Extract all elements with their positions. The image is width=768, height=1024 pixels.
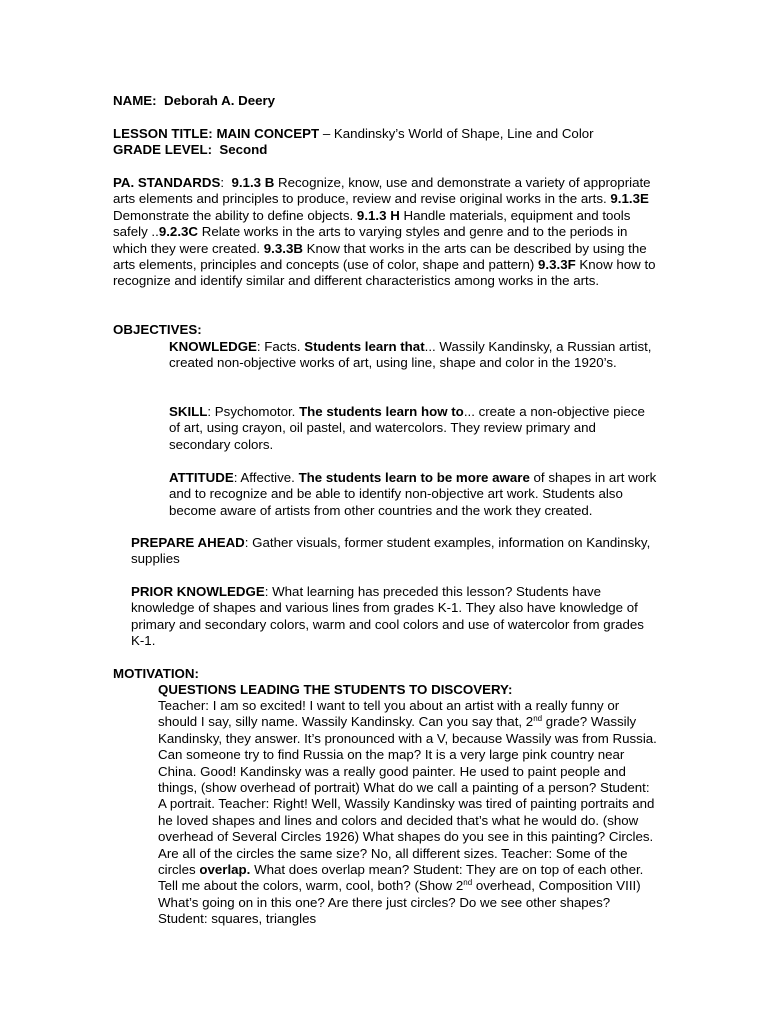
standard-text: Relate works in the arts to varying styles and genre and to the periods in which they were created.: [113, 224, 628, 256]
standard-code: 9.1.3E: [610, 191, 649, 207]
name-line: [113, 93, 658, 109]
knowledge-lead: Students learn that: [304, 339, 425, 354]
overlap-term: overlap.: [199, 862, 251, 878]
skill-label: SKILL: [169, 404, 208, 419]
standard-text: Know how to recognize and identify similar and different characteristics among works in the arts.: [113, 257, 656, 289]
lesson-title-line: [113, 126, 658, 142]
attitude-lead: The students learn to be more aware: [298, 470, 530, 485]
superscript: nd: [463, 878, 473, 888]
grade-level-line: [113, 142, 658, 158]
attitude-label: ATTITUDE: [169, 470, 234, 485]
name-label: NAME:: [113, 93, 157, 108]
lesson-title-label: LESSON TITLE:: [113, 126, 213, 141]
objectives-heading: OBJECTIVES:: [113, 322, 202, 337]
knowledge-text: ... Wassily Kandinsky, a Russian artist, created non-objective works of art, using line, shape and color in the 1920’s.: [169, 339, 652, 371]
prior-knowledge-text: : What learning has preceded this lesson? Students have knowledge of shapes and various lines from grades K-1. They also have knowledge of primary and secondary colors, warm and cool colors and use of watercolor from grades K-1.: [131, 584, 644, 649]
motivation-dialogue: Teacher: I am so excited! I want to tell you about an artist with a really funny or should I say, silly name. Wassily Kandinsky. Can you say that, 2nd grade? Wassily Kandinsky, they answer. It’s pronounced with a V, because Wassily was from Russia. Can someone try to find Russia on the map? It is a very large pink country near China. Good! Kandinsky was a really good painter. He used to paint people and things, (show overhead of portrait) What do we call a painting of a person? Student: A portrait. Teacher: Right! Well, Wassily Kandinsky was tired of painting portraits and he loved shapes and lines and colors and decided that’s what he would do. (show overhead of Several Circles 1926) What shapes do you see in this painting? Circles. Are all of the circles the same size? No, all different sizes. Teacher: Some of the circles overlap. What does overlap mean? Student: They are on top of each other. Tell me about the colors, warm, cool, both? (Show 2nd overhead, Composition VIII) What’s going on in this one? Are there just circles? Do we see other shapes? Student: squares, triangles: [158, 698, 657, 927]
knowledge-label: KNOWLEDGE: [169, 339, 257, 354]
standard-text: Recognize, know, use and demonstrate a variety of appropriate arts elements and principles to produce, review and revise original works in the arts.: [113, 175, 651, 207]
lesson-title-text: – Kandinsky’s World of Shape, Line and Color: [319, 126, 594, 141]
superscript: nd: [533, 714, 543, 724]
objective-attitude: ATTITUDE: Affective. The students learn to be more aware of shapes in art work and to recognize and be able to identify non-objective art work. Students also become aware of artists from other countries and the work they created.: [169, 470, 657, 518]
objective-knowledge: KNOWLEDGE: Facts. Students learn that... Wassily Kandinsky, a Russian artist, created non-objective works of art, using line, shape and color in the 1920’s.: [169, 339, 652, 371]
standard-code: 9.3.3F: [538, 257, 576, 273]
prepare-ahead-label: PREPARE AHEAD: [131, 535, 245, 550]
objective-skill: SKILL: Psychomotor. The students learn how to... create a non-objective piece of art, using crayon, oil pastel, and watercolors. They review primary and secondary colors.: [169, 404, 645, 452]
standards-label: PA. STANDARDS: [113, 175, 221, 190]
grade-level-label: GRADE LEVEL:: [113, 142, 212, 157]
lesson-title-concept: MAIN CONCEPT: [216, 126, 320, 141]
standard-code: 9.2.3C: [158, 224, 199, 240]
prior-knowledge: [131, 584, 658, 650]
standard-code: 9.1.3 B: [231, 175, 275, 190]
prepare-ahead-text: : Gather visuals, former student examples, information on Kandinsky, supplies: [131, 535, 651, 567]
skill-text: ... create a non-objective piece of art, using crayon, oil pastel, and watercolors. They review primary and secondary colors.: [169, 404, 645, 452]
skill-lead: The students learn how to: [299, 404, 464, 419]
standards-paragraph: PA. STANDARDS: 9.1.3 B Recognize, know, use and demonstrate a variety of appropriate arts elements and principles to produce, review and revise original works in the arts. 9.1.3E Demonstrate the ability to define objects. 9.1.3 H Handle materials, equipment and tools safely ..9.2.3C Relate works in the arts to varying styles and genre and to the periods in which they were created. 9.3.3B Know that works in the arts can be described by using the arts elements, principles and concepts (use of color, shape and pattern) 9.3.3F Know how to recognize and identify similar and different characteristics among works in the arts.: [113, 175, 656, 289]
standard-text: Handle materials, equipment and tools safely ..: [113, 207, 631, 240]
motivation-subheading: QUESTIONS LEADING THE STUDENTS TO DISCOVERY:: [158, 682, 513, 697]
grade-level-value: Second: [219, 142, 268, 157]
name-value: Deborah A. Deery: [163, 93, 276, 108]
attitude-text: of shapes in art work and to recognize and be able to identify non-objective art work. Students also become aware of artists from other countries and the work they created.: [169, 470, 657, 518]
prepare-ahead: [131, 535, 658, 568]
prior-knowledge-label: PRIOR KNOWLEDGE: [131, 584, 265, 599]
motivation-heading: MOTIVATION:: [113, 666, 199, 681]
standard-code: 9.1.3 H: [356, 207, 400, 223]
standard-text: Demonstrate the ability to define objects.: [113, 207, 357, 223]
standard-text: Know that works in the arts can be described by using the arts elements, principles and concepts (use of color, shape and pattern): [113, 240, 647, 273]
standard-code: 9.3.3B: [263, 240, 303, 256]
